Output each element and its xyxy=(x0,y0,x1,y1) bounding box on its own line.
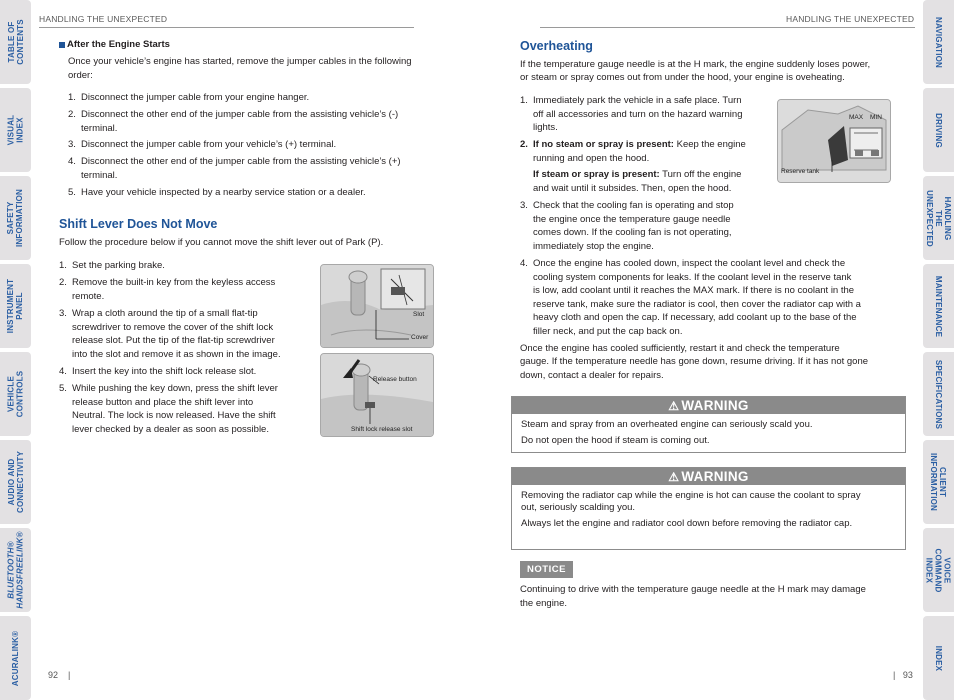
tab-label: ACURALINK® xyxy=(11,630,21,686)
warning-title: WARNING xyxy=(681,469,749,484)
overheat-intro-line: If the temperature gauge needle is at the H mark, the engine suddenly loses power, xyxy=(520,59,871,70)
step-lead: If no steam or spray is present: xyxy=(533,139,674,150)
callout-shift-lock-release-slot: Shift lock release slot xyxy=(351,426,413,433)
shift-lever-drawing xyxy=(321,354,433,436)
tab-label: VISUAL INDEX xyxy=(6,114,25,146)
warning-title: WARNING xyxy=(681,398,749,413)
tab-vehicle-controls[interactable] xyxy=(0,352,31,436)
step-text: While pushing the key down, press the shift lever xyxy=(72,383,278,394)
right-tab-strip xyxy=(923,0,954,699)
callout-max: MAX xyxy=(849,114,864,121)
step-text: immediately stop the engine. xyxy=(533,240,654,252)
tab-audio-connectivity[interactable] xyxy=(0,440,31,524)
step-text: comes down. If the cooling fan is not operating, xyxy=(533,227,732,239)
overheat-intro-line: or steam or spray comes out from under the hood, your engine is oveheating. xyxy=(520,72,845,83)
warning-text xyxy=(521,490,896,514)
warning-box xyxy=(511,467,906,550)
page-number-left: 92 | xyxy=(48,670,71,680)
section-bullet-icon xyxy=(59,42,65,48)
tab-maintenance[interactable] xyxy=(923,264,954,348)
reserve-tank-illustration xyxy=(777,99,891,183)
step-number: 4. xyxy=(59,366,67,377)
running-header-right: HANDLING THE UNEXPECTED xyxy=(786,14,915,24)
step-text-rest: Turn off the engine xyxy=(659,169,742,180)
tab-label: HANDLING THE UNEXPECTED xyxy=(925,189,952,247)
step-text: screwdriver to remove the cover of the shift lock xyxy=(72,321,274,333)
tab-label: INDEX xyxy=(934,645,943,671)
step-text: and wait until it subsides. Then, open the hood. xyxy=(533,182,732,194)
step-text: the engine once the temperature gauge needle xyxy=(533,213,731,225)
step-text: off all accessories and turn on the hazard warning xyxy=(533,108,743,120)
shift-intro: Follow the procedure below if you cannot move the shift lever out of Park (P). xyxy=(59,237,384,248)
tab-client-information[interactable] xyxy=(923,440,954,524)
step-number: 2. xyxy=(520,139,528,150)
tab-label: VOICE COMMAND INDEX xyxy=(925,547,952,593)
overheat-outro-line: down, contact a dealer for repairs. xyxy=(520,370,664,381)
tab-label: SPECIFICATIONS xyxy=(934,359,944,429)
overheat-outro-line: gauge. If the temperature needle has gone down, resume driving. If it has not gone xyxy=(520,356,869,367)
warning-header xyxy=(512,468,905,485)
tab-bluetooth-handsfreelink[interactable] xyxy=(0,528,31,612)
page-number-right: | 93 xyxy=(893,670,913,680)
tab-label: VEHICLE CONTROLS xyxy=(6,370,25,418)
step-number: 2. xyxy=(68,109,76,120)
tab-label: BLUETOOTH® HANDSFREELINK® xyxy=(6,531,25,609)
tab-label: AUDIO AND CONNECTIVITY xyxy=(6,451,25,513)
step-text: Have your vehicle inspected by a nearby service station or a dealer. xyxy=(81,187,366,198)
step-text: filler neck, and put the cap back on. xyxy=(533,326,683,337)
step-number: 2. xyxy=(59,277,67,288)
tab-label: NAVIGATION xyxy=(934,16,944,68)
step-text: Disconnect the other end of the jumper cable from the assisting vehicle’s (-) xyxy=(81,109,399,120)
tab-table-of-contents[interactable] xyxy=(0,0,31,84)
list-item xyxy=(68,108,428,136)
warning-triangle-icon: ⚠ xyxy=(668,398,680,413)
subheading-after-engine-starts: After the Engine Starts xyxy=(67,39,170,50)
tab-driving[interactable] xyxy=(923,88,954,172)
step-text: cooling system components for leaks. If the coolant level in the reserve tank xyxy=(533,271,852,283)
tab-handling-the-unexpected[interactable] xyxy=(923,176,954,260)
step-text: terminal. xyxy=(81,170,118,181)
step-text: Immediately park the vehicle in a safe place. Turn xyxy=(533,95,742,106)
tab-voice-command-index[interactable] xyxy=(923,528,954,612)
step-text: running and open the hood. xyxy=(533,152,650,164)
step-number: 1. xyxy=(59,260,67,271)
step-text: Wrap a cloth around the tip of a small flat-tip xyxy=(72,308,258,319)
step-text: Check that the cooling fan is operating and stop xyxy=(533,200,734,211)
step-number: 5. xyxy=(68,187,76,198)
left-tab-strip xyxy=(0,0,31,699)
shift-lock-cover-illustration xyxy=(320,264,434,348)
list-item xyxy=(68,155,428,183)
tab-navigation[interactable] xyxy=(923,0,954,84)
step-lead: If steam or spray is present: xyxy=(533,169,660,180)
step-text: Neutral. The lock is now released. Have the shift xyxy=(72,410,276,422)
step-text xyxy=(533,138,746,152)
step-text xyxy=(533,168,741,182)
warning-text: Always let the engine and radiator cool down before removing the radiator cap. xyxy=(521,518,853,529)
step-text: is low, add coolant until it reaches the MAX mark. If there is no coolant in the xyxy=(533,285,855,297)
warning-text-line: out, seriously scalding you. xyxy=(521,502,636,513)
step-text: Disconnect the jumper cable from your engine hanger. xyxy=(81,92,310,103)
notice-label: NOTICE xyxy=(520,561,573,578)
callout-min: MIN xyxy=(870,114,882,121)
tab-index[interactable] xyxy=(923,616,954,700)
step-text: Set the parking brake. xyxy=(72,260,165,271)
warning-text: Steam and spray from an overheated engine can seriously scald you. xyxy=(521,419,813,430)
section-heading-overheating: Overheating xyxy=(520,39,593,53)
step-text: heavy cloth and open the cap. If necessary, add coolant up to the base of the xyxy=(533,312,857,324)
step-text: terminal. xyxy=(81,123,118,134)
step-text: Disconnect the jumper cable from your vehicle’s (+) terminal. xyxy=(81,139,337,150)
step-text: Once the engine has cooled down, inspect the coolant level and check the xyxy=(533,258,846,269)
callout-release-button: Release button xyxy=(373,376,417,383)
step-text: Remove the built-in key from the keyless access xyxy=(72,277,276,288)
page-number: 92 xyxy=(48,670,59,680)
step-text: reserve tank, make sure the radiator is cool, then cover the radiator cap with a xyxy=(533,298,861,310)
step-text-rest: Keep the engine xyxy=(673,139,746,150)
callout-cover: Cover xyxy=(411,334,429,341)
tab-label: DRIVING xyxy=(934,112,943,148)
tab-acuralink[interactable] xyxy=(0,616,31,700)
step-number: 5. xyxy=(59,383,67,394)
step-text: lever checked by a dealer as soon as possible. xyxy=(72,423,269,435)
step-text: release slot. Put the tip of the flat-tip screwdriver xyxy=(72,335,275,347)
step-number: 3. xyxy=(59,308,67,319)
warning-box xyxy=(511,396,906,453)
step-text: into the slot and remove it as shown in the image. xyxy=(72,348,281,360)
step-text: Disconnect the other end of the jumper cable from the assisting vehicle’s (+) xyxy=(81,156,401,167)
warning-header xyxy=(512,397,905,414)
intro-line: Once your vehicle’s engine has started, remove the jumper cables in the following xyxy=(68,56,412,67)
header-rule-left xyxy=(39,27,414,28)
notice-text: Continuing to drive with the temperature gauge needle at the H mark may damage xyxy=(520,584,866,595)
step-number: 3. xyxy=(68,139,76,150)
warning-text-line: Removing the radiator cap while the engine is hot can cause the coolant to spray xyxy=(521,490,861,501)
step-number: 1. xyxy=(68,92,76,103)
tab-instrument-panel[interactable] xyxy=(0,264,31,348)
tab-label: SAFETY INFORMATION xyxy=(6,188,25,248)
step-number: 4. xyxy=(520,258,528,269)
tab-label: TABLE OF CONTENTS xyxy=(6,19,25,65)
tab-label: CLIENT INFORMATION xyxy=(929,452,948,512)
step-number: 4. xyxy=(68,156,76,167)
step-number: 1. xyxy=(520,95,528,106)
overheat-outro-line: Once the engine has cooled sufficiently, restart it and check the temperature xyxy=(520,343,840,354)
tab-visual-index[interactable] xyxy=(0,88,31,172)
section-heading-shift-lever: Shift Lever Does Not Move xyxy=(59,217,218,231)
tab-label: INSTRUMENT PANEL xyxy=(6,278,25,334)
step-text: Insert the key into the shift lock release slot. xyxy=(72,366,257,377)
step-number: 3. xyxy=(520,200,528,211)
step-text: release button and place the shift lever into xyxy=(72,396,254,408)
warning-body xyxy=(512,485,905,540)
page-number: 93 xyxy=(902,670,913,680)
step-text: lights. xyxy=(533,122,558,134)
tab-label: MAINTENANCE xyxy=(934,275,943,337)
tab-safety-information[interactable] xyxy=(0,176,31,260)
warning-text: Do not open the hood if steam is coming out. xyxy=(521,435,710,446)
tab-specifications[interactable] xyxy=(923,352,954,436)
intro-line: order: xyxy=(68,70,93,81)
step-text: remote. xyxy=(72,291,105,302)
header-rule-right xyxy=(540,27,915,28)
notice-text: the engine. xyxy=(520,598,568,609)
warning-triangle-icon: ⚠ xyxy=(668,469,680,484)
callout-reserve-tank: Reserve tank xyxy=(781,168,820,175)
shift-lock-release-illustration xyxy=(320,353,434,437)
callout-slot: Slot xyxy=(413,311,425,318)
running-header-left: HANDLING THE UNEXPECTED xyxy=(39,14,168,24)
warning-body xyxy=(512,414,905,457)
